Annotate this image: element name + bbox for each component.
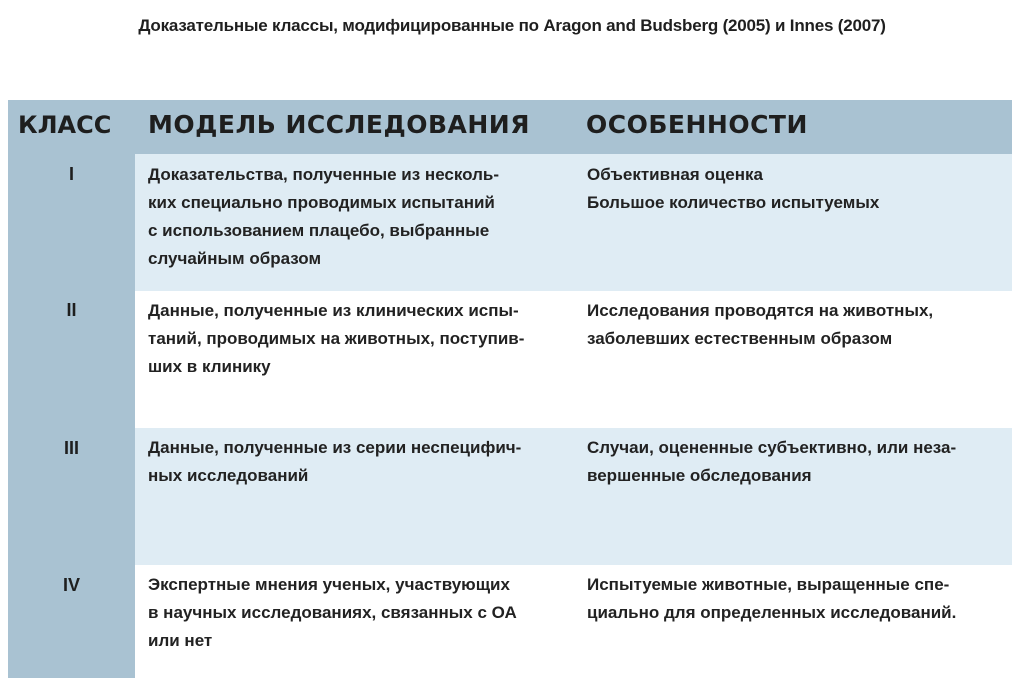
- model-line: Данные, полученные из серии неспецифич-: [148, 438, 522, 457]
- features-cell: [587, 297, 1007, 353]
- class-number: IV: [62, 575, 80, 595]
- table-title: Доказательные классы, модифицированные по Aragon and Budsberg (2005) и Innes (2007): [138, 16, 886, 35]
- model-line: таний, проводимых на животных, поступив-: [148, 329, 525, 348]
- features-line: Случаи, оцененные субъективно, или неза-: [587, 438, 957, 457]
- features-line: Исследования проводятся на животных,: [587, 301, 934, 320]
- model-cell: [148, 161, 558, 273]
- features-cell: [587, 161, 1007, 217]
- model-line: ных исследований: [148, 466, 309, 485]
- header-model: МОДЕЛЬ ИССЛЕДОВАНИЯ: [148, 110, 530, 139]
- header-class: КЛАСС: [18, 111, 112, 139]
- features-line: Большое количество испытуемых: [587, 193, 880, 212]
- model-line: Экспертные мнения ученых, участвующих: [148, 575, 510, 594]
- model-line: Данные, полученные из клинических испы-: [148, 301, 519, 320]
- model-line: Доказательства, полученные из несколь-: [148, 165, 500, 184]
- features-cell: [587, 571, 1007, 627]
- evidence-classes-table: [8, 100, 1012, 678]
- header-features: ОСОБЕННОСТИ: [586, 110, 808, 139]
- class-number: III: [63, 438, 79, 458]
- model-cell: [148, 571, 558, 655]
- model-line: в научных исследованиях, связанных с ОА: [148, 603, 517, 622]
- model-line: ших в клинику: [148, 357, 271, 376]
- features-cell: [587, 434, 1007, 490]
- features-line: Испытуемые животные, выращенные спе-: [587, 575, 950, 594]
- model-line: или нет: [148, 631, 213, 650]
- features-line: циально для определенных исследований.: [587, 603, 957, 622]
- model-cell: [148, 297, 558, 381]
- features-line: вершенные обследования: [587, 466, 812, 485]
- model-line: случайным образом: [148, 249, 322, 268]
- features-line: заболевших естественным образом: [587, 329, 893, 348]
- class-number: I: [68, 164, 74, 184]
- table-header-row: [8, 100, 1012, 154]
- model-line: с использованием плацебо, выбранные: [148, 221, 490, 240]
- class-number: II: [66, 300, 77, 320]
- features-line: Объективная оценка: [587, 165, 763, 184]
- model-cell: [148, 434, 558, 490]
- model-line: ких специально проводимых испытаний: [148, 193, 495, 212]
